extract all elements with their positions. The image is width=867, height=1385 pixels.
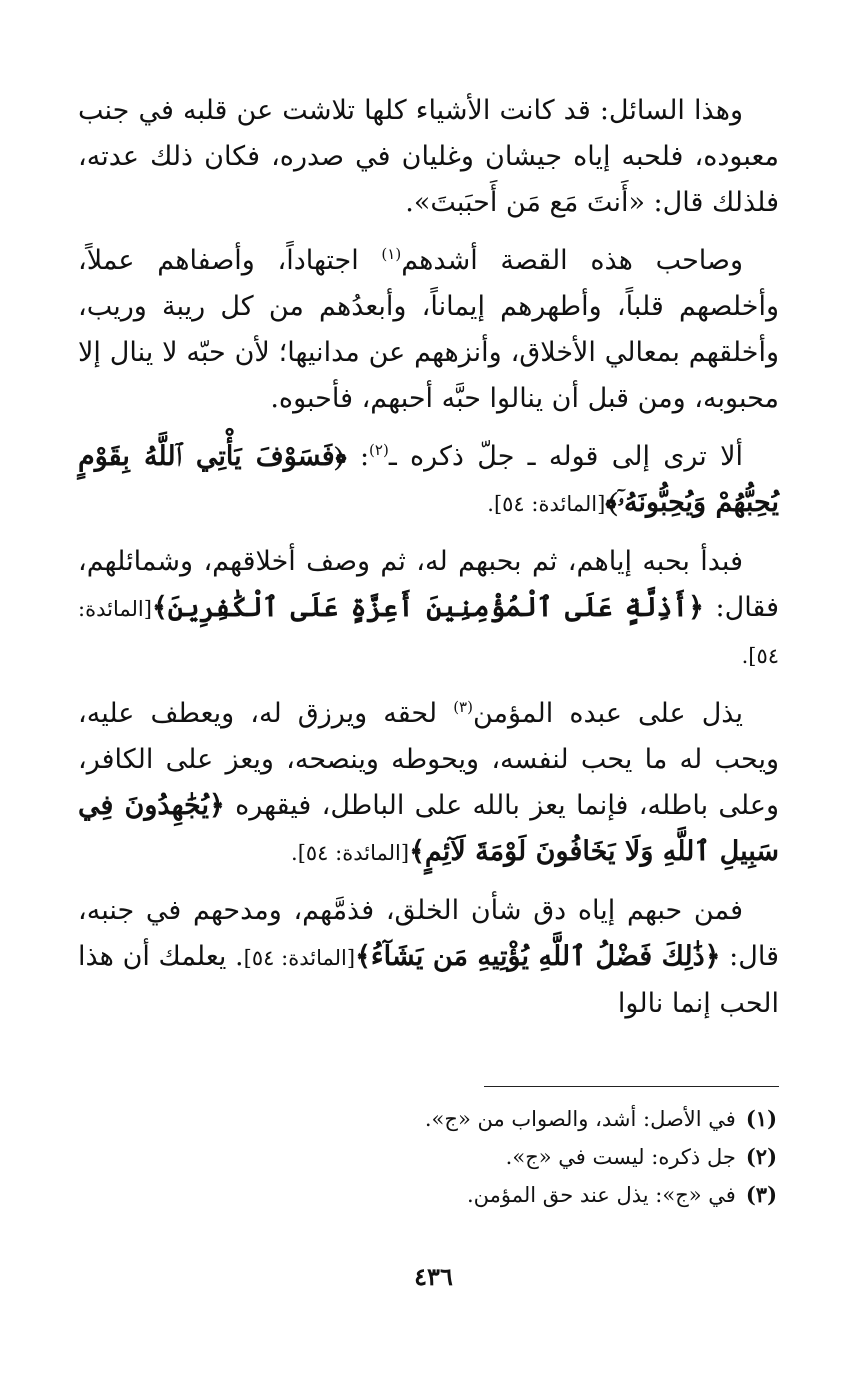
- paragraph-text: فمن حبهم إياه دق شأن الخلق، فذمَّهم، ومدحهم في جنبه، قال:: [78, 895, 780, 972]
- quran-verse: ﴿ذَٰلِكَ فَضْلُ ٱللَّهِ يُؤْتِيهِ مَن يَشَآءُ﴾: [355, 941, 721, 972]
- footnote-text: في «ج»: يذل عند حق المؤمن.: [466, 1183, 736, 1207]
- verse-reference: [المائدة: ٥٤].: [78, 597, 779, 668]
- verse-reference: [المائدة: ٥٤].: [487, 492, 606, 516]
- footnote-separator: [484, 1086, 779, 1087]
- paragraph-text: ألا ترى إلى قوله ـ جلّ ذكره ـ: [388, 441, 743, 472]
- paragraph-text: لحقه ويرزق له، ويعطف عليه، ويحب له ما يحب لنفسه، ويحوطه وينصحه، ويعز على الكافر، وعلى باطله، فإنما يعز بالله على الباطل، فيقهره: [78, 698, 780, 821]
- paragraph: [78, 238, 779, 422]
- footnote-marker: (٣): [453, 698, 473, 716]
- paragraph-text: وهذا السائل: قد كانت الأشياء كلها تلاشت عن قلبه في جنب معبوده، فلحبه إياه جيشان وغليان في صدره، فكان ذلك عدته، فلذلك قال: «أَنتَ مَع مَن أَحبَبتَ».: [78, 95, 779, 218]
- main-text: [78, 88, 779, 1027]
- paragraph-text: فبدأ بحبه إياهم، ثم بحبهم له، ثم وصف أخلاقهم، وشمائلهم، فقال:: [78, 546, 779, 623]
- verse-reference: [المائدة: ٥٤]: [243, 946, 356, 970]
- verse-reference: [المائدة: ٥٤].: [291, 841, 410, 865]
- footnote: [90, 1138, 777, 1176]
- paragraph-text: يذل على عبده المؤمن: [472, 698, 743, 729]
- footnote-number: (٣): [745, 1182, 777, 1207]
- paragraph: [78, 888, 779, 1027]
- paragraph-text: وصاحب هذه القصة أشدهم: [401, 245, 743, 276]
- quran-verse: ﴿فَسَوْفَ يَأْتِي ٱللَّهُ بِقَوْمٍ يُحِبُّهُمْ وَيُحِبُّونَهُۥٓ﴾: [78, 441, 779, 518]
- footnote-text: في الأصل: أشد، والصواب من «ج».: [424, 1107, 736, 1131]
- footnotes: [90, 1100, 777, 1214]
- paragraph: [78, 88, 779, 226]
- paragraph-text: :: [346, 441, 370, 472]
- footnote-marker: (١): [381, 245, 402, 263]
- quran-verse: ﴿يُجَٰهِدُونَ فِي سَبِيلِ ٱللَّهِ وَلَا يَخَافُونَ لَوْمَةَ لَآئِمٍ﴾: [78, 790, 779, 867]
- paragraph-text: اجتهاداً، وأصفاهم عملاً، وأخلصهم قلباً، وأطهرهم إيماناً، وأبعدُهم من كل ريبة وريب، وأخلقهم بمعالي الأخلاق، وأنزههم عن مدانيها؛ لأن حبّه لا ينال إلا محبوبه، ومن قبل أن ينالوا حبَّه أحبهم، فأحبوه.: [78, 245, 779, 414]
- paragraph: [78, 539, 779, 679]
- footnote: [90, 1100, 777, 1138]
- footnote-number: (١): [745, 1106, 777, 1131]
- quran-verse: ﴿أَذِلَّةٍ عَلَى ٱلْمُؤْمِنِينَ أَعِزَّةٍ عَلَى ٱلْكَٰفِرِينَ﴾: [151, 592, 704, 623]
- paragraph: [78, 691, 779, 876]
- footnote-number: (٢): [745, 1144, 777, 1169]
- page-number: ٤٣٦: [414, 1262, 453, 1291]
- paragraph: [78, 434, 779, 527]
- footnote-text: جل ذكره: ليست في «ج».: [505, 1145, 736, 1169]
- paragraph-text: . يعلمك أن هذا الحب إنما نالوا: [78, 941, 779, 1019]
- footnote-marker: (٢): [369, 441, 389, 459]
- footnote: [90, 1176, 777, 1214]
